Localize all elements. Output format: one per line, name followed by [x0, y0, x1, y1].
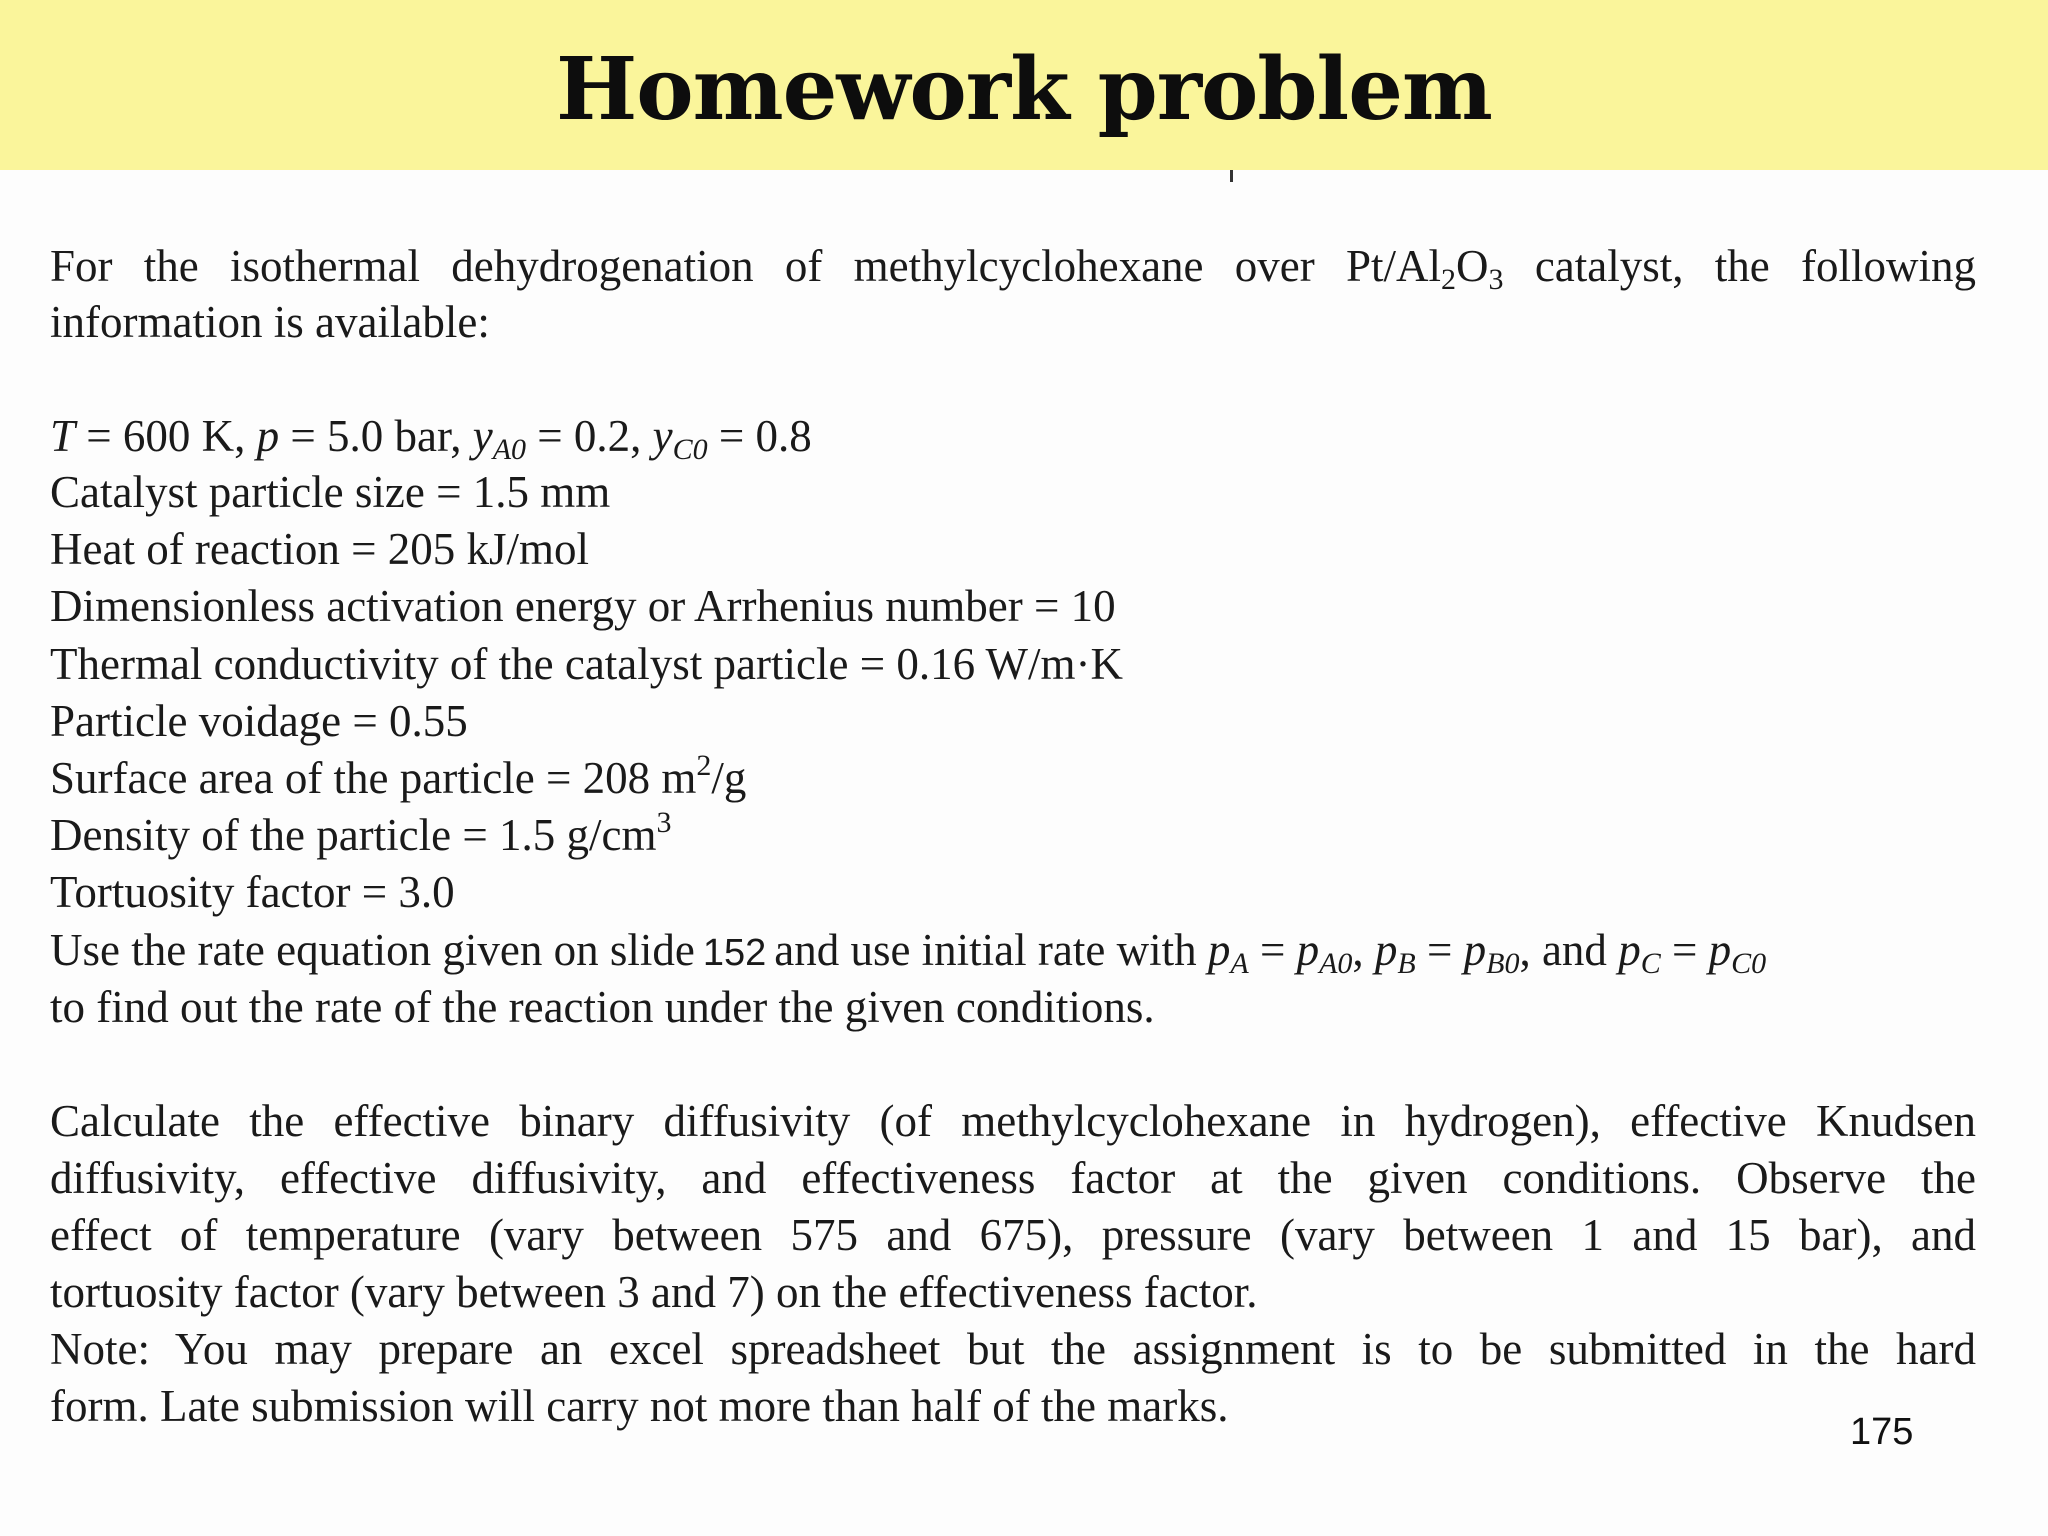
intro-line-1: For the isothermal dehydrogenation of methylcyclohexane over $Pt/Al_2O_3$ catalyst, the following [50, 241, 1976, 296]
tortuosity-line: Tortuosity factor = 3.0 [50, 867, 455, 917]
rate-instruction-line-2: to find out the rate of the reaction under the given conditions. [50, 982, 1155, 1032]
note-line-1: Note: You may prepare an excel spreadsheet but the assignment is to be submitted in the hard [50, 1324, 1976, 1374]
page-number: 175 [1850, 1411, 1914, 1453]
slide-reference: 152 [695, 932, 774, 974]
conductivity-line: Thermal conductivity of the catalyst particle = 0.16 W/m·K [50, 639, 1123, 689]
heat-of-reaction-line: Heat of reaction = 205 kJ/mol [50, 524, 589, 574]
particle-size-line: Catalyst particle size = 1.5 mm [50, 467, 611, 517]
task-line-4: tortuosity factor (vary between 3 and 7) on the effectiveness factor. [50, 1267, 1258, 1317]
conditions-line: T = 600 K, p = 5.0 bar, $y_{A0} = 0.2$, $y_{C0} = 0.8$ [50, 411, 812, 466]
density-line: Density of the particle = 1.5 $g/cm^3$ [50, 806, 672, 860]
note-line-2: form. Late submission will carry not more than half of the marks. [50, 1381, 1229, 1431]
cropped-text-fragment [1230, 170, 1233, 182]
task-line-1: Calculate the effective binary diffusivity (of methylcyclohexane in hydrogen), effective Knudsen [50, 1096, 1976, 1146]
voidage-line: Particle voidage = 0.55 [50, 696, 468, 746]
slide-title: Homework problem [556, 39, 1492, 140]
rate-instruction-line-1: Use the rate equation given on slide 152 and use initial rate with $p_A = p_{A0}$, $p_B = p_{B0}$, and $p_C = p_{C0}$ [50, 925, 1767, 980]
surface-area-line: Surface area of the particle = 208 $m^2/g$ [50, 749, 747, 803]
task-line-2: diffusivity, effective diffusivity, and effectiveness factor at the given conditions. Observe the [50, 1153, 1976, 1203]
arrhenius-line: Dimensionless activation energy or Arrhenius number = 10 [50, 581, 1116, 631]
intro-line-2: information is available: [50, 297, 490, 347]
task-line-3: effect of temperature (vary between 575 and 675), pressure (vary between 1 and 15 bar), and [50, 1210, 1976, 1260]
